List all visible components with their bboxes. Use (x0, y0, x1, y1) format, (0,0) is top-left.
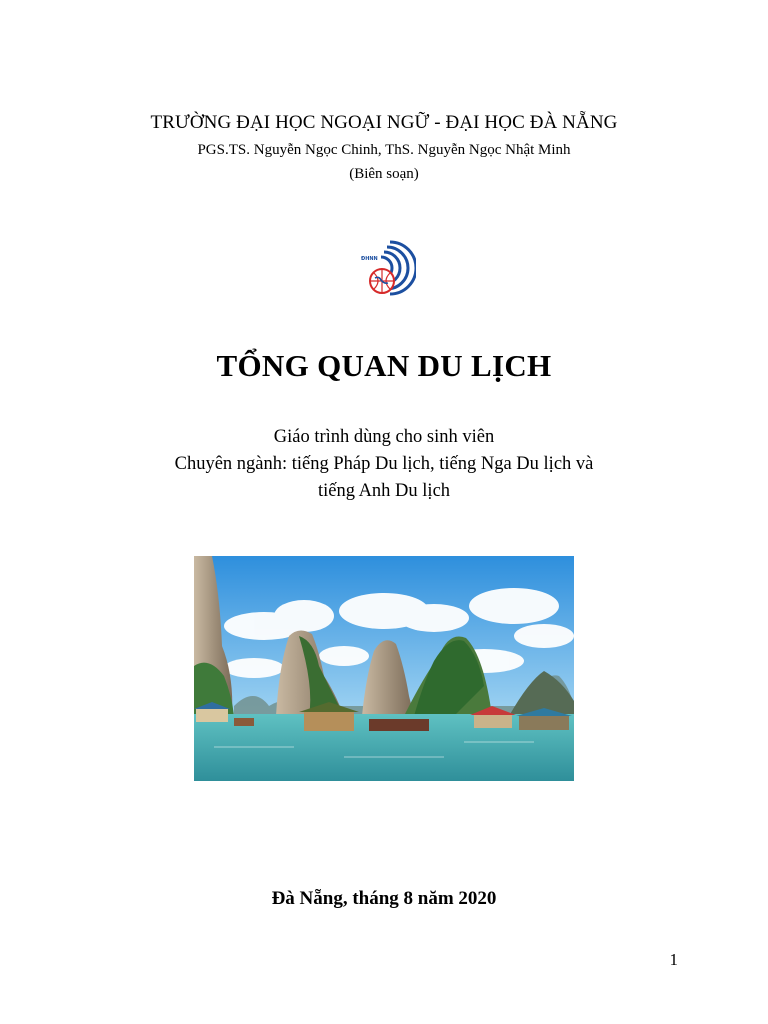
subtitle-line-1: Giáo trình dùng cho sinh viên (273, 427, 495, 447)
subtitle-line-2: Chuyên ngành: tiếng Pháp Du lịch, tiếng Nga Du lịch và (174, 454, 594, 474)
editor-role: (Biên soạn) (349, 166, 419, 182)
authors-line: PGS.TS. Nguyễn Ngọc Chinh, ThS. Nguyễn Ngọc Nhật Minh (197, 142, 571, 158)
university-name: TRƯỜNG ĐẠI HỌC NGOẠI NGỮ - ĐẠI HỌC ĐÀ NẴNG (150, 112, 618, 133)
university-logo (360, 238, 416, 298)
ha-long-bay-photo (194, 556, 574, 781)
place-and-date: Đà Nẵng, tháng 8 năm 2020 (271, 888, 497, 909)
subtitle-line-3: tiếng Anh Du lịch (317, 481, 451, 501)
logo-text: ĐHNN (361, 256, 378, 262)
document-title: TỔNG QUAN DU LỊCH (216, 348, 552, 383)
page-number: 1 (669, 950, 678, 969)
